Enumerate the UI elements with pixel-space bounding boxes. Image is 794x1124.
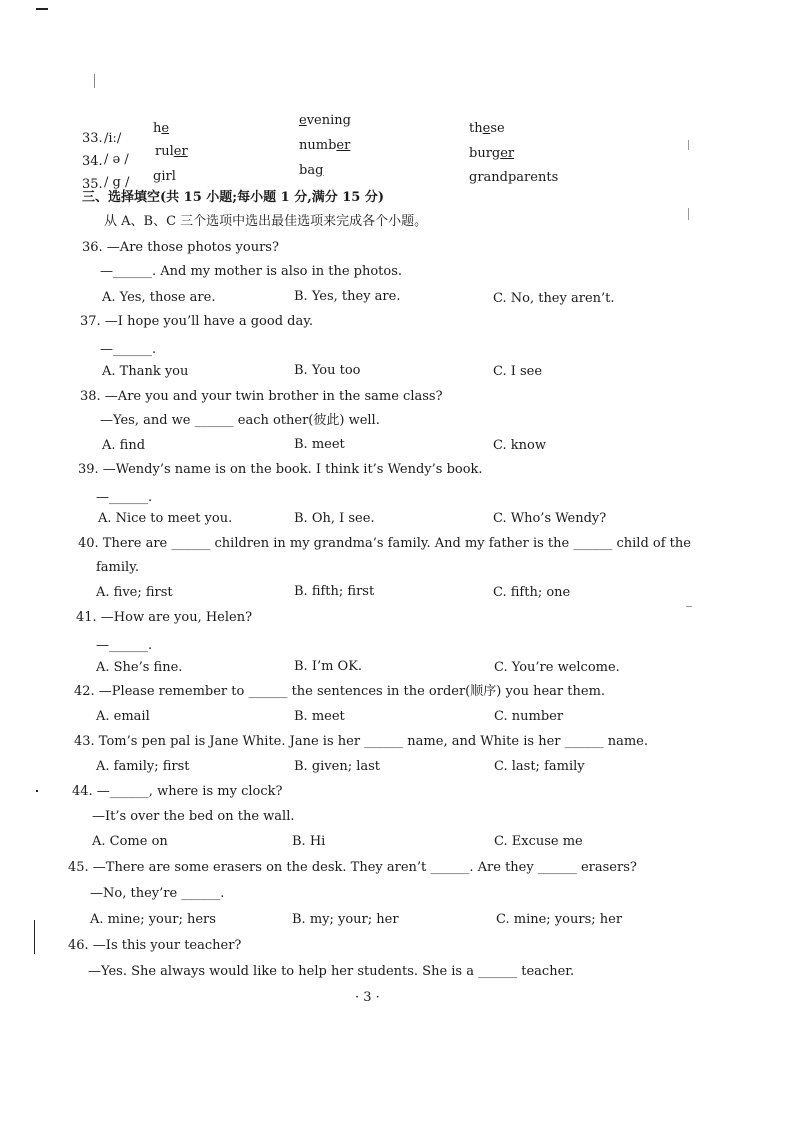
scan-mark-right-2 bbox=[688, 208, 689, 220]
q39-option-a: A. Nice to meet you. bbox=[98, 511, 233, 526]
q41-option-c: C. You’re welcome. bbox=[494, 660, 620, 675]
q42-option-c: C. number bbox=[494, 709, 564, 724]
q42-line1: 42. —Please remember to ______ the sentences in the order(顺序) you hear them. bbox=[74, 684, 606, 699]
section-title: 三、选择填空(共 15 小题;每小题 1 分,满分 15 分) bbox=[82, 190, 385, 205]
q41-line1: 41. —How are you, Helen? bbox=[76, 610, 253, 625]
phonetic-symbol-35: / g / bbox=[104, 175, 130, 190]
q40-option-c: C. fifth; one bbox=[493, 585, 571, 600]
q43-option-a: A. family; first bbox=[96, 759, 190, 774]
q37-line1: 37. —I hope you’ll have a good day. bbox=[80, 314, 313, 329]
q46-line1: 46. —Is this your teacher? bbox=[68, 938, 242, 953]
q43-option-b: B. given; last bbox=[294, 759, 381, 774]
q38-line2: —Yes, and we ______ each other(彼此) well. bbox=[100, 413, 380, 428]
phonetic-symbol-33: /iː/ bbox=[104, 131, 122, 146]
q38-option-a: A. find bbox=[102, 438, 146, 453]
q38-line1: 38. —Are you and your twin brother in the same class? bbox=[80, 389, 443, 404]
q38-option-b: B. meet bbox=[294, 437, 345, 452]
q39-option-c: C. Who’s Wendy? bbox=[493, 511, 607, 526]
q42-option-b: B. meet bbox=[294, 709, 345, 724]
word-burger: burger bbox=[469, 146, 515, 161]
scan-mark-left-2 bbox=[34, 920, 35, 954]
q45-option-a: A. mine; your; hers bbox=[90, 912, 216, 927]
q39-line2: —______. bbox=[96, 490, 153, 505]
q43-line1: 43. Tom’s pen pal is Jane White. Jane is her ______ name, and White is her ______ name. bbox=[74, 734, 649, 749]
q37-option-b: B. You too bbox=[294, 363, 361, 378]
word-ruler: ruler bbox=[155, 144, 188, 159]
q40-line1: 40. There are ______ children in my grandma’s family. And my father is the ______ child of the bbox=[78, 536, 691, 551]
q44-line2: —It’s over the bed on the wall. bbox=[92, 809, 295, 824]
q41-option-b: B. I’m OK. bbox=[294, 659, 363, 674]
q36-line1: 36. —Are those photos yours? bbox=[82, 240, 279, 255]
q36-option-a: A. Yes, those are. bbox=[102, 290, 216, 305]
q44-option-a: A. Come on bbox=[92, 834, 168, 849]
scan-mark-left-3 bbox=[36, 790, 38, 792]
q45-line2: —No, they’re ______. bbox=[90, 886, 225, 901]
scan-mark-right-1 bbox=[688, 140, 689, 150]
scan-mark-top-left bbox=[36, 8, 48, 10]
word-girl: girl bbox=[153, 169, 176, 184]
q36-line2: —______. And my mother is also in the photos. bbox=[100, 264, 403, 279]
phonetic-num-35: 35. bbox=[82, 177, 103, 192]
section-instruction: 从 A、B、C 三个选项中选出最佳选项来完成各个小题。 bbox=[104, 214, 428, 229]
q37-line2: —______. bbox=[100, 342, 157, 357]
q36-option-b: B. Yes, they are. bbox=[294, 289, 401, 304]
q45-line1: 45. —There are some erasers on the desk. They aren’t ______. Are they ______ erasers? bbox=[68, 860, 637, 875]
q44-option-c: C. Excuse me bbox=[494, 834, 583, 849]
q39-line1: 39. —Wendy’s name is on the book. I think it’s Wendy’s book. bbox=[78, 462, 483, 477]
q46-line2: —Yes. She always would like to help her students. She is a ______ teacher. bbox=[88, 964, 575, 979]
word-number: number bbox=[299, 138, 351, 153]
q40-line2: family. bbox=[96, 560, 139, 575]
q40-option-a: A. five; first bbox=[96, 585, 173, 600]
scan-mark-left-1 bbox=[94, 74, 95, 88]
word-he: he bbox=[153, 121, 170, 136]
q44-line1: 44. —______, where is my clock? bbox=[72, 784, 283, 799]
word-these: these bbox=[469, 121, 505, 136]
phonetic-num-33: 33. bbox=[82, 131, 103, 146]
q42-option-a: A. email bbox=[96, 709, 150, 724]
q38-option-c: C. know bbox=[493, 438, 546, 453]
q41-line2: —______. bbox=[96, 638, 153, 653]
q37-option-a: A. Thank you bbox=[102, 364, 189, 379]
phonetic-num-34: 34. bbox=[82, 154, 103, 169]
q40-option-b: B. fifth; first bbox=[294, 584, 375, 599]
q37-option-c: C. I see bbox=[493, 364, 543, 379]
q39-option-b: B. Oh, I see. bbox=[294, 511, 375, 526]
word-bag: bag bbox=[299, 163, 324, 178]
q45-option-b: B. my; your; her bbox=[292, 912, 399, 927]
q44-option-b: B. Hi bbox=[292, 834, 326, 849]
q45-option-c: C. mine; yours; her bbox=[496, 912, 623, 927]
q43-option-c: C. last; family bbox=[494, 759, 585, 774]
scan-mark-right-3 bbox=[686, 606, 692, 607]
word-grandparents: grandparents bbox=[469, 170, 559, 185]
q36-option-c: C. No, they aren’t. bbox=[493, 291, 615, 306]
page-number: · 3 · bbox=[355, 990, 380, 1005]
phonetic-symbol-34: / ə / bbox=[104, 152, 129, 167]
word-evening: evening bbox=[299, 113, 351, 128]
q41-option-a: A. She’s fine. bbox=[96, 660, 183, 675]
